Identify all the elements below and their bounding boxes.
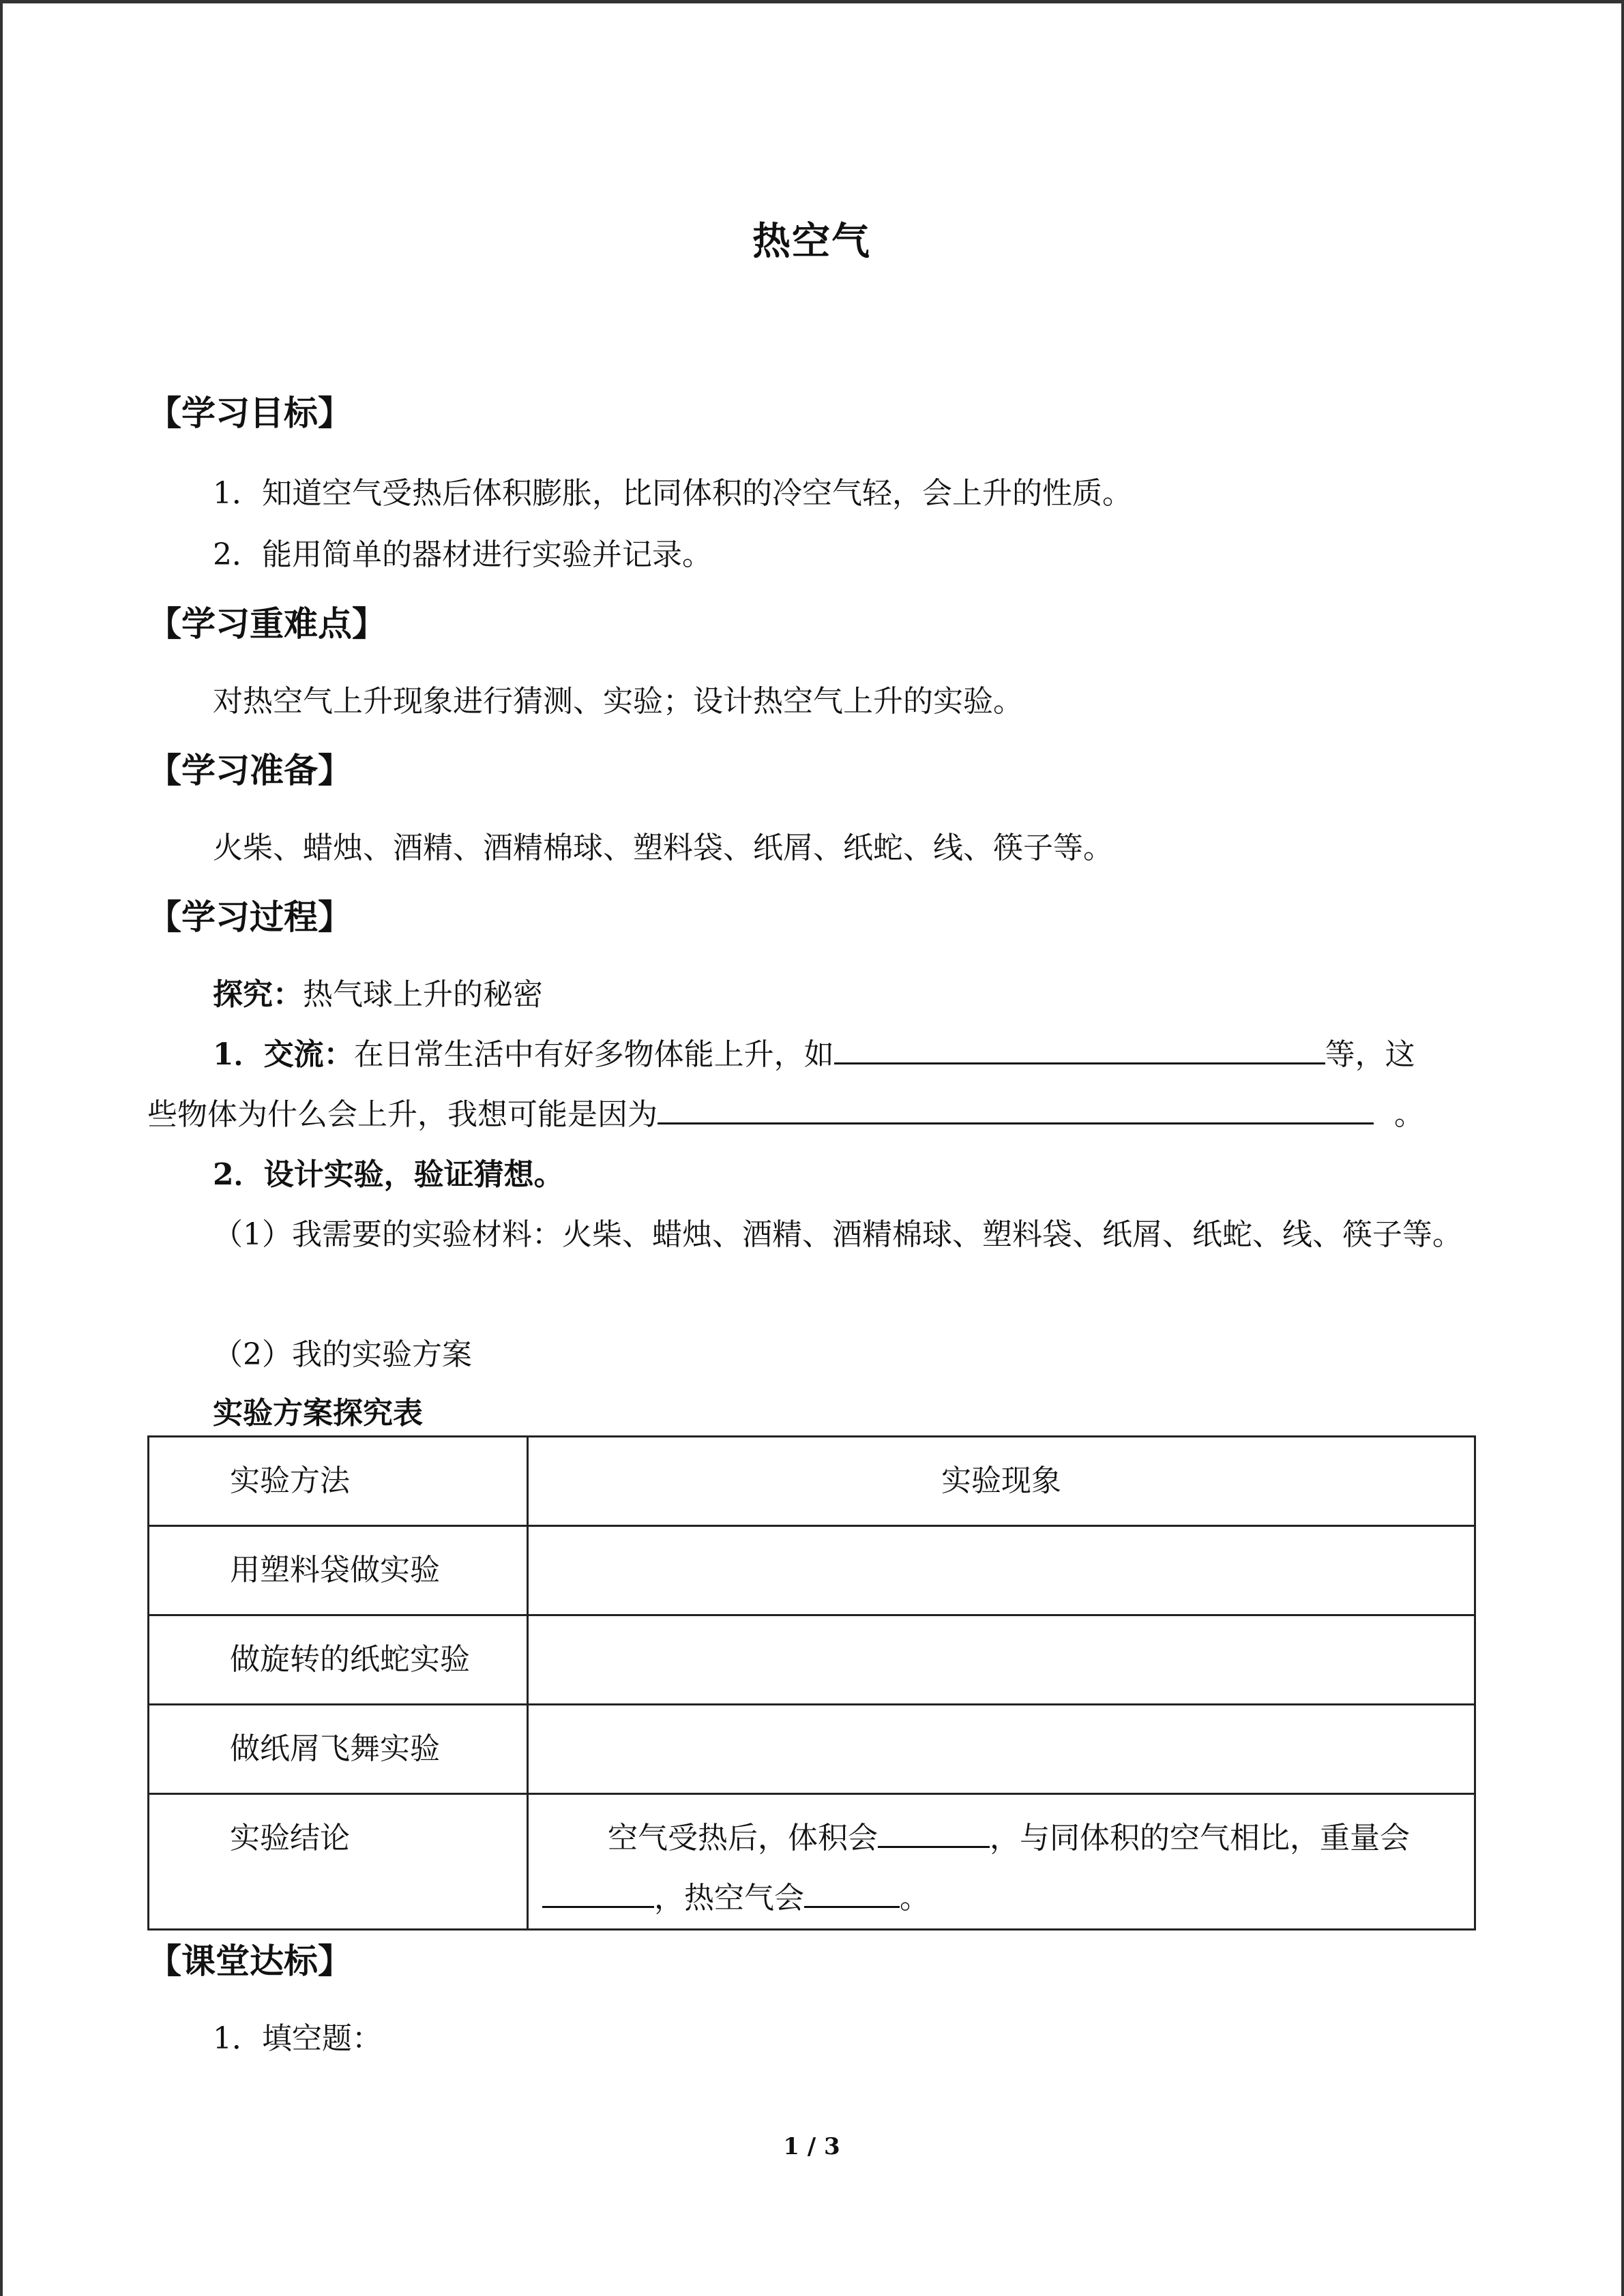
- blank-volume[interactable]: [878, 1815, 990, 1848]
- question-1-text-d: 。: [1394, 1097, 1424, 1132]
- practice-item-1: 1．填空题：: [213, 2021, 382, 2056]
- document-page: [147, 0, 1476, 2296]
- explore-text: 热气球上升的秘密: [303, 977, 543, 1012]
- table-header-method: 实验方法: [149, 1437, 528, 1526]
- conclusion-text-c: ，热空气会: [654, 1881, 804, 1915]
- table-row-phenomenon-cell[interactable]: [528, 1526, 1475, 1615]
- experiment-table: [147, 1435, 1476, 1930]
- section-heading-key-points: 【学习重难点】: [147, 603, 386, 644]
- table-row-method: 做旋转的纸蛇实验: [149, 1615, 528, 1705]
- question-1-text-b: 等，这: [1325, 1037, 1415, 1072]
- table-header-row: [149, 1437, 1475, 1526]
- table-row-phenomenon-cell[interactable]: [528, 1705, 1475, 1794]
- section-heading-practice: 【课堂达标】: [147, 1941, 352, 1981]
- preparation-text: 火柴、蜡烛、酒精、酒精棉球、塑料袋、纸屑、纸蛇、线、筷子等。: [213, 831, 1113, 865]
- table-header-phenomenon: 实验现象: [528, 1437, 1475, 1526]
- table-row-method: 用塑料袋做实验: [149, 1526, 528, 1615]
- blank-movement[interactable]: [804, 1875, 900, 1908]
- table-conclusion-text: [528, 1794, 1475, 1930]
- explore-line: [147, 965, 1476, 1025]
- blank-reason[interactable]: [658, 1091, 1374, 1124]
- conclusion-text-d: 。: [900, 1881, 930, 1915]
- table-row-phenomenon-cell[interactable]: [528, 1615, 1475, 1705]
- table-row-method: 做纸屑飞舞实验: [149, 1705, 528, 1794]
- table-title: 实验方案探究表: [213, 1396, 423, 1431]
- page-title: 热空气: [752, 219, 871, 264]
- table-row: [149, 1526, 1475, 1615]
- table-conclusion-row: [149, 1794, 1475, 1930]
- section-heading-goals: 【学习目标】: [147, 393, 352, 433]
- question-1-line-1: [147, 1025, 1476, 1085]
- table-row: [149, 1615, 1475, 1705]
- table-row: [149, 1705, 1475, 1794]
- section-heading-process: 【学习过程】: [147, 897, 352, 937]
- page-border-right: [1621, 0, 1624, 2296]
- question-1-label: 1．交流：: [213, 1037, 354, 1072]
- question-1-line-2: [147, 1085, 1476, 1145]
- page-border-left: [0, 0, 3, 2296]
- question-2-heading: 2．设计实验，验证猜想。: [213, 1157, 564, 1192]
- blank-weight[interactable]: [542, 1875, 654, 1908]
- explore-label: 探究：: [213, 977, 303, 1012]
- question-1-text-a: 在日常生活中有好多物体能上升，如: [353, 1037, 834, 1072]
- key-points-text: 对热空气上升现象进行猜测、实验；设计热空气上升的实验。: [213, 684, 1023, 719]
- question-2-plan: （2）我的实验方案: [213, 1337, 472, 1372]
- question-2-materials: （1）我需要的实验材料：火柴、蜡烛、酒精、酒精棉球、塑料袋、纸屑、纸蛇、线、筷子等。: [213, 1217, 1462, 1252]
- conclusion-text-b: ，与同体积的空气相比，重量会: [990, 1821, 1410, 1855]
- goal-item-1: 1．知道空气受热后体积膨胀，比同体积的冷空气轻，会上升的性质。: [213, 476, 1132, 511]
- page-number: 1 / 3: [783, 2133, 840, 2160]
- blank-examples[interactable]: [834, 1031, 1325, 1064]
- goal-item-2: 2．能用简单的器材进行实验并记录。: [213, 537, 712, 572]
- section-heading-preparation: 【学习准备】: [147, 750, 352, 790]
- table-conclusion-label: 实验结论: [149, 1794, 528, 1930]
- question-1-text-c: 些物体为什么会上升，我想可能是因为: [147, 1097, 658, 1132]
- conclusion-text-a: 空气受热后，体积会: [608, 1821, 878, 1855]
